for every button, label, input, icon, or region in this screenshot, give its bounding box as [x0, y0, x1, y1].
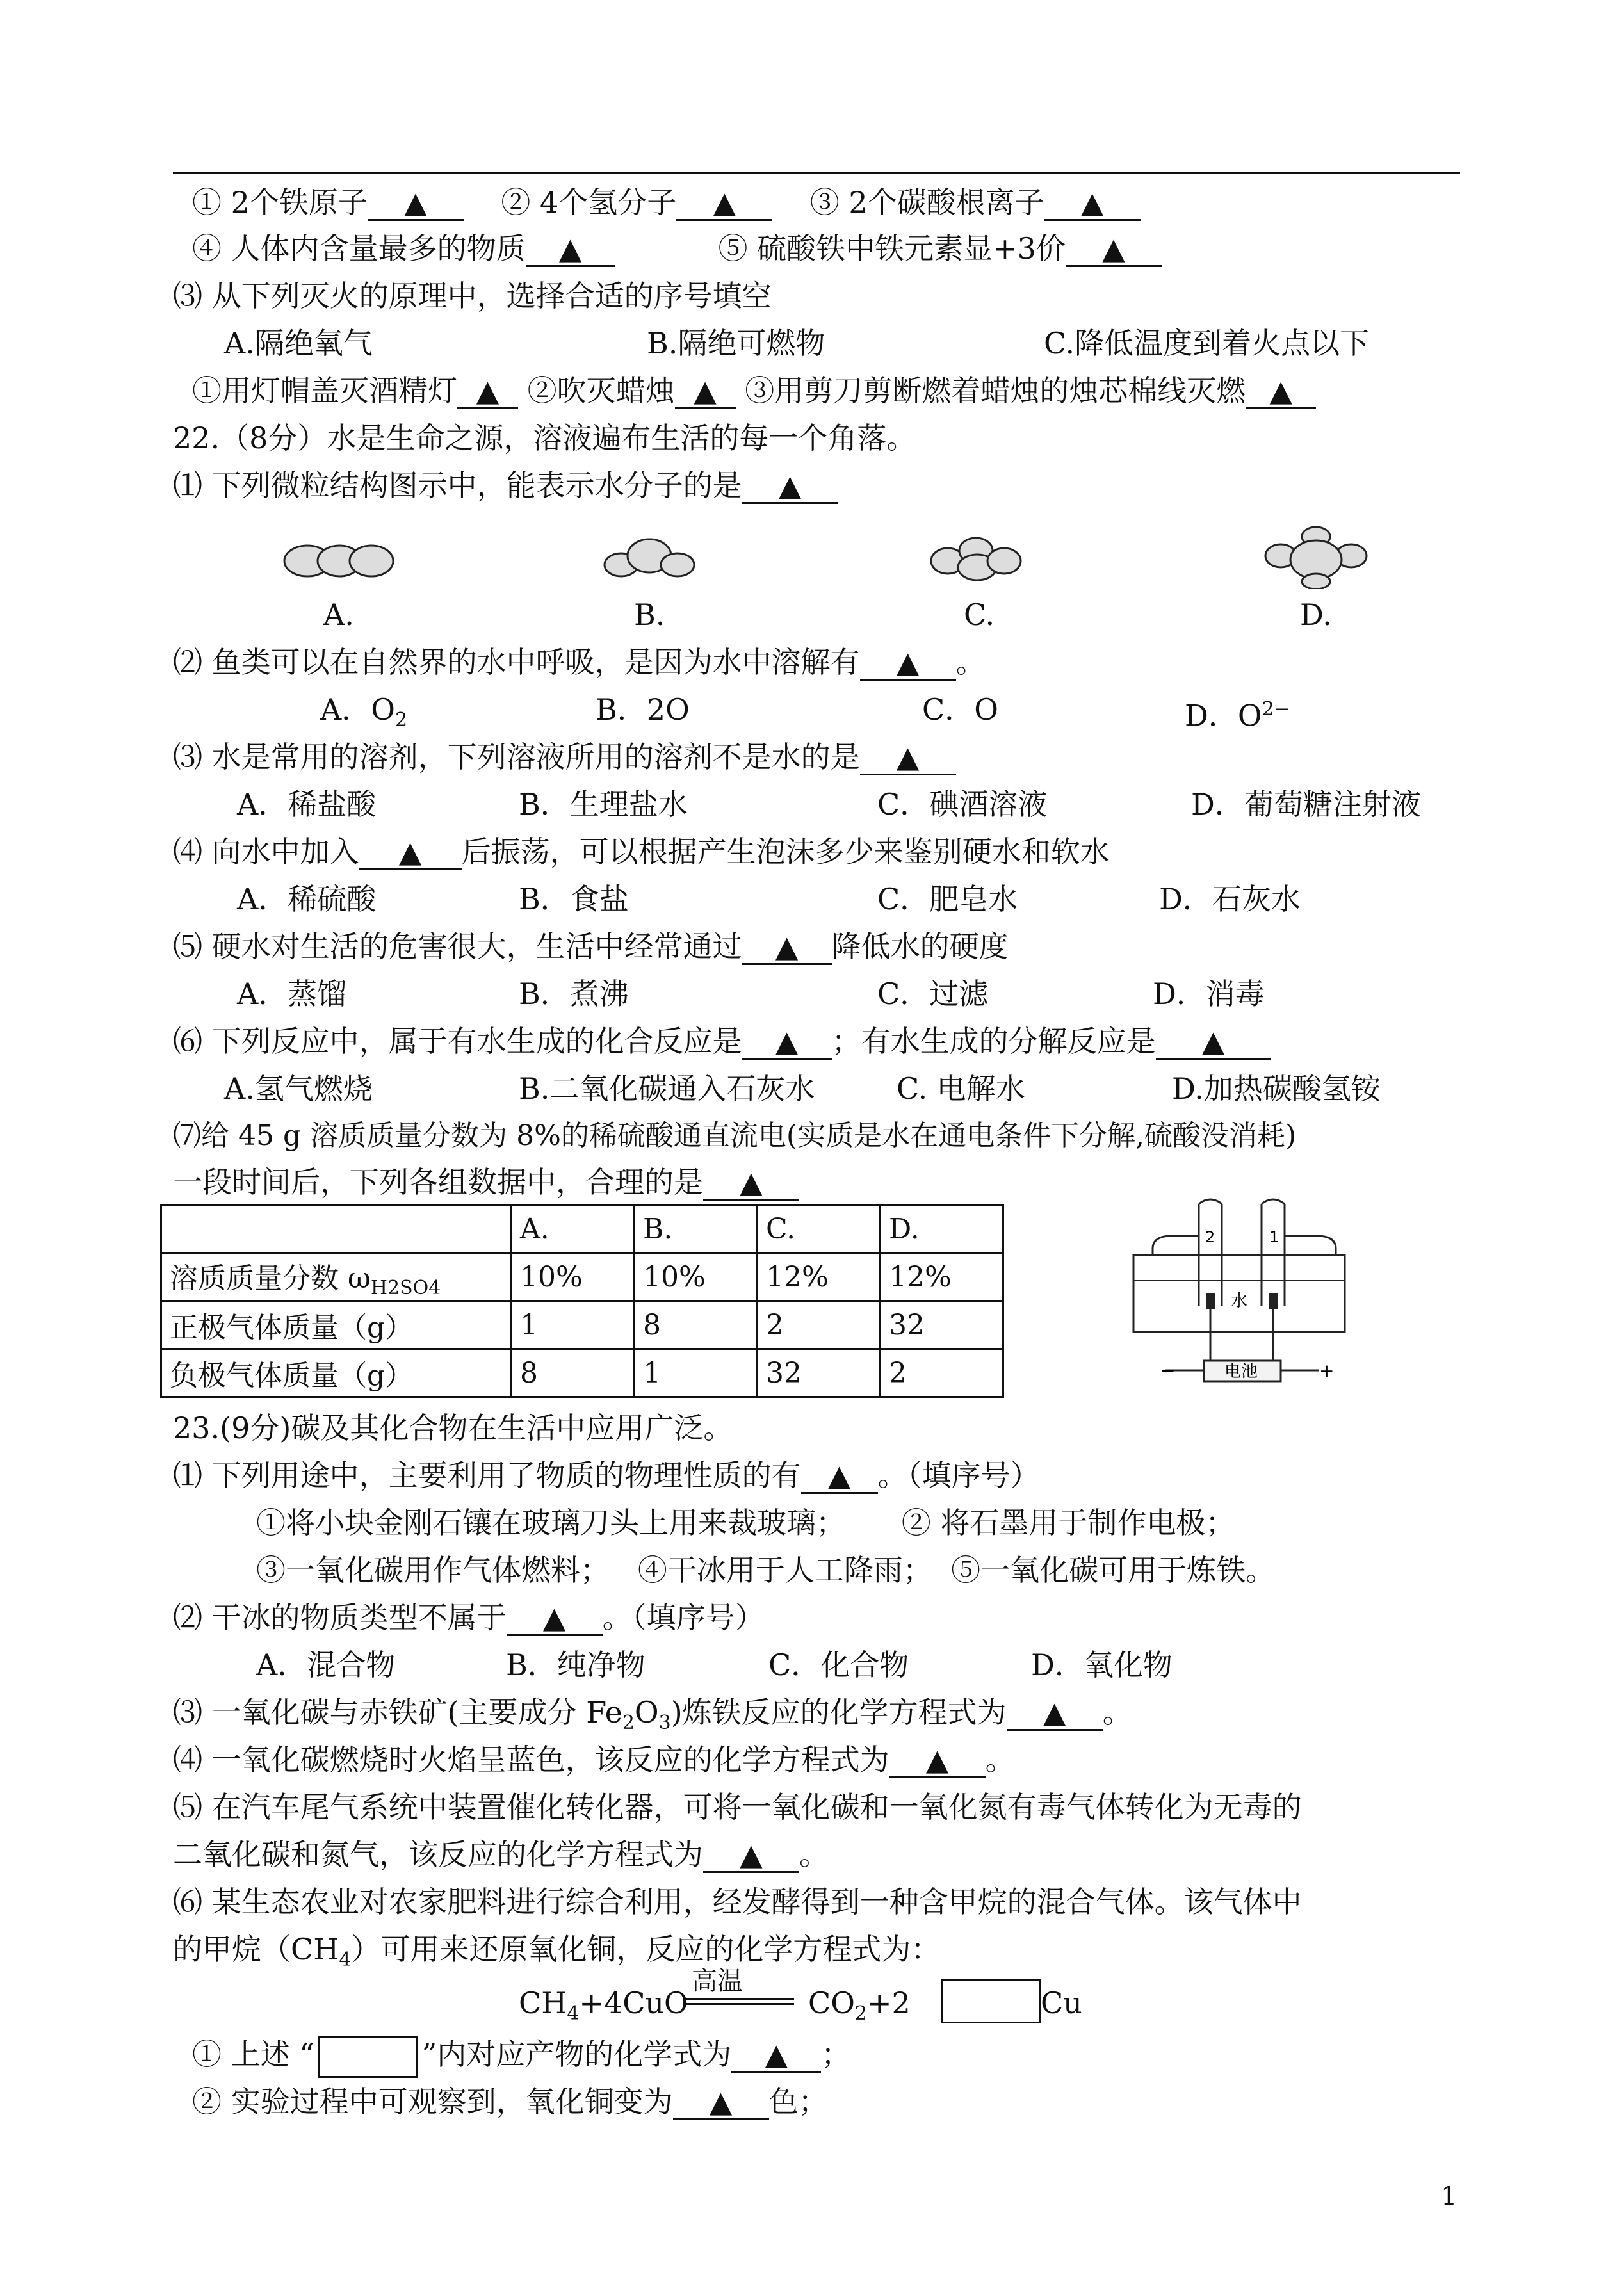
table-row — [161, 1301, 1003, 1349]
q23-p1: ⑴ 下列用途中，主要利用了物质的物理性质的有 ▲ 。（填序号） — [173, 1458, 1040, 1493]
answer-blank[interactable]: ▲ — [457, 374, 518, 409]
table-cell: 2 — [881, 1349, 1003, 1397]
answer-blank[interactable]: ▲ — [1066, 232, 1162, 267]
table-row — [161, 1349, 1003, 1397]
answer-blank[interactable]: ▲ — [742, 930, 832, 965]
answer-blank[interactable]: ▲ — [1156, 1025, 1271, 1060]
chemical-equation: $CH_4+4CuO$ — [519, 1986, 688, 2025]
battery-plus: + — [1319, 1360, 1335, 1381]
q21-p3-opt-a: A.隔绝氧气 — [224, 326, 373, 361]
table-header-row — [161, 1205, 1003, 1253]
q22-p2-opt-c: C．O — [922, 692, 998, 727]
q22-p2-opt-d: D．$O^{2-}$ — [1185, 698, 1290, 733]
q22-p3-opt-a: A．稀盐酸 — [237, 787, 377, 822]
answer-blank[interactable]: ▲ — [889, 1743, 986, 1778]
answer-blank[interactable]: ▲ — [703, 1165, 799, 1201]
q23-p1-items-2: ③一氧化碳用作气体燃料； ④干冰用于人工降雨； ⑤一氧化碳可用于炼铁。 — [256, 1553, 1276, 1587]
table-cell: 10% — [635, 1253, 758, 1301]
q22-p1: ⑴ 下列微粒结构图示中，能表示水分子的是 ▲ — [173, 466, 838, 505]
answer-blank[interactable]: ▲ — [1246, 374, 1316, 409]
table-cell: 1 — [635, 1349, 758, 1397]
tube-label: 2 — [1205, 1228, 1215, 1246]
q21-line1: ① 2个铁原子 ▲ ② 4个氢分子 ▲ ③ 2个碳酸根离子 ▲ — [192, 183, 1141, 222]
q23-p6-item2: ② 实验过程中可观察到，氧化铜变为 ▲ 色； — [192, 2084, 828, 2119]
q23-p3: ⑶ 一氧化碳与赤铁矿(主要成分 $Fe_2O_3$)炼铁反应的化学方程式为 ▲ 。 — [173, 1695, 1132, 1735]
answer-blank[interactable]: ▲ — [507, 1601, 603, 1636]
table-cell: A. — [512, 1205, 635, 1253]
table-row — [161, 1253, 1003, 1301]
q22-p6: ⑹ 下列反应中，属于有水生成的化合反应是 ▲ ；有水生成的分解反应是 ▲ — [173, 1022, 1271, 1060]
q22-p3-opt-b: B．生理盐水 — [519, 787, 688, 822]
table-cell: 12% — [881, 1253, 1003, 1301]
q22-p7-line1: ⑺给 45 g 溶质质量分数为 8%的稀硫酸通直流电(实质是水在通电条件下分解,硫酸没消耗) — [173, 1119, 1297, 1152]
q22-p6-opt-d: D.加热碳酸氢铵 — [1172, 1071, 1381, 1106]
answer-blank[interactable]: ▲ — [676, 186, 772, 221]
q22-p4-opt-a: A．稀硫酸 — [237, 882, 377, 916]
table-cell: C. — [758, 1205, 881, 1253]
answer-blank[interactable]: ▲ — [860, 740, 956, 775]
q22-p3-opt-d: D．葡萄糖注射液 — [1191, 787, 1421, 822]
q23-p6-line1: ⑹ 某生态农业对农家肥料进行综合利用，经发酵得到一种含甲烷的混合气体。该气体中 — [173, 1885, 1302, 1919]
molecule-a-icon — [282, 538, 397, 583]
answer-blank[interactable]: ▲ — [742, 469, 838, 504]
q22-p6-opt-a: A.氢气燃烧 — [224, 1071, 373, 1106]
answer-blank[interactable]: ▲ — [860, 645, 956, 681]
answer-blank[interactable]: ▲ — [526, 232, 615, 267]
q23-p4: ⑷ 一氧化碳燃烧时火焰呈蓝色，该反应的化学方程式为 ▲ 。 — [173, 1742, 1015, 1777]
molecule-d-icon — [1262, 525, 1370, 589]
molecule-label-a: A. — [323, 597, 354, 632]
q21-p3-opt-c: C.降低温度到着火点以下 — [1044, 326, 1370, 361]
answer-blank[interactable]: ▲ — [675, 374, 736, 409]
q22-p4-opt-d: D．石灰水 — [1159, 882, 1301, 916]
answer-blank[interactable]: ▲ — [731, 2038, 821, 2073]
answer-blank[interactable]: ▲ — [742, 1025, 832, 1060]
table-cell: 8 — [635, 1301, 758, 1349]
q22-title: 22.（8分）水是生命之源，溶液遍布生活的每一个角落。 — [173, 421, 916, 455]
table-cell: 2 — [758, 1301, 881, 1349]
q23-p2-opt-b: B．纯净物 — [506, 1648, 646, 1682]
q22-p4: ⑷ 向水中加入 ▲ 后振荡，可以根据产生泡沫多少来鉴别硬水和软水 — [173, 834, 1110, 869]
answer-blank[interactable]: ▲ — [359, 835, 462, 870]
answer-blank[interactable]: ▲ — [368, 186, 464, 221]
table-cell: 12% — [758, 1253, 881, 1301]
battery-minus: − — [1160, 1360, 1176, 1381]
q21-p3: ⑶ 从下列灭火的原理中，选择合适的序号填空 — [173, 279, 772, 313]
electrolysis-data-table — [160, 1204, 1004, 1398]
table-row-label: 正极气体质量（g） — [161, 1301, 512, 1349]
molecule-label-c: C. — [964, 597, 995, 632]
q23-p1-items-1: ①将小块金刚石镶在玻璃刀头上用来裁玻璃； ② 将石墨用于制作电极； — [256, 1505, 1235, 1540]
q21-line2: ④ 人体内含量最多的物质 ▲ ⑤ 硫酸铁中铁元素显+3价 ▲ — [192, 229, 1162, 268]
q22-p7-line2: 一段时间后，下列各组数据中，合理的是 ▲ — [173, 1163, 799, 1201]
table-row-label: 溶质质量分数 $\omega_{H2SO4}$ — [161, 1253, 512, 1301]
answer-blank[interactable]: ▲ — [1044, 186, 1141, 221]
q23-p2-opt-c: C．化合物 — [768, 1648, 909, 1682]
answer-blank[interactable]: ▲ — [1007, 1696, 1103, 1731]
q22-p5-opt-c: C．过滤 — [877, 977, 989, 1011]
table-cell: 8 — [512, 1349, 635, 1397]
table-cell: D. — [881, 1205, 1003, 1253]
q22-p3: ⑶ 水是常用的溶剂，下列溶液所用的溶剂不是水的是 ▲ — [173, 738, 956, 776]
answer-blank[interactable]: ▲ — [801, 1459, 878, 1494]
q23-p5-line2: 二氧化碳和氮气，该反应的化学方程式为 ▲ 。 — [173, 1837, 829, 1872]
q23-p6-item1: ① 上述 “ ”内对应产物的化学式为 ▲ ； — [192, 2035, 850, 2078]
reaction-condition: 高温 — [692, 1967, 743, 1996]
q22-p2: ⑵ 鱼类可以在自然界的水中呼吸，是因为水中溶解有 ▲ 。 — [173, 645, 986, 679]
answer-blank[interactable]: ▲ — [673, 2085, 769, 2120]
header-rule — [173, 172, 1460, 174]
q23-p2: ⑵ 干冰的物质类型不属于 ▲ 。（填序号） — [173, 1600, 765, 1635]
q23-p2-opt-a: A．混合物 — [256, 1648, 396, 1682]
molecule-label-d: D. — [1300, 597, 1332, 632]
equals-line — [685, 2003, 794, 2005]
tube-label: 1 — [1269, 1228, 1279, 1246]
answer-box — [318, 2036, 418, 2078]
table-cell: 10% — [512, 1253, 635, 1301]
answer-blank[interactable]: ▲ — [703, 1838, 799, 1873]
q21-p3-opt-b: B.隔绝可燃物 — [647, 326, 825, 361]
q23-title: 23.(9分)碳及其化合物在生活中应用广泛。 — [173, 1411, 733, 1445]
water-label: 水 — [1231, 1292, 1248, 1311]
equation-products: $CO_2+2$ — [808, 1986, 911, 2025]
page-number: 1 — [1441, 2182, 1458, 2211]
q22-p2-opt-b: B．2O — [596, 692, 690, 727]
equation-product-cu: Cu — [1041, 1986, 1082, 2020]
answer-box[interactable] — [941, 1979, 1041, 2023]
molecule-label-b: B. — [634, 597, 665, 632]
q22-p2-opt-a: A．$O_2$ — [320, 692, 408, 732]
q22-p3-opt-c: C．碘酒溶液 — [877, 787, 1048, 822]
q23-p5-line1: ⑸ 在汽车尾气系统中装置催化转化器，可将一氧化碳和一氧化氮有毒气体转化为无毒的 — [173, 1790, 1302, 1824]
table-cell: 32 — [758, 1349, 881, 1397]
q22-p5: ⑸ 硬水对生活的危害很大，生活中经常通过 ▲ 降低水的硬度 — [173, 929, 1009, 964]
table-row-label: 负极气体质量（g） — [161, 1349, 512, 1397]
q21-p3-items: ①用灯帽盖灭酒精灯 ▲ ②吹灭蜡烛 ▲ ③用剪刀剪断燃着蜡烛的烛芯棉线灭燃 ▲ — [192, 371, 1316, 410]
q22-p5-opt-d: D．消毒 — [1153, 977, 1265, 1011]
molecule-b-icon — [602, 531, 698, 583]
table-cell: 32 — [881, 1301, 1003, 1349]
q23-p6-line2: 的甲烷$(CH_4)$可用来还原氧化铜，反应的化学方程式为： — [173, 1932, 941, 1972]
table-cell: B. — [635, 1205, 758, 1253]
q22-p6-opt-b: B.二氧化碳通入石灰水 — [519, 1071, 815, 1106]
molecule-c-icon — [929, 531, 1025, 583]
q22-p4-opt-b: B．食盐 — [519, 882, 629, 916]
q22-p5-opt-b: B．煮沸 — [519, 977, 629, 1011]
battery-label: 电池 — [1224, 1362, 1258, 1381]
q22-p6-opt-c: C. 电解水 — [897, 1071, 1025, 1106]
q22-p4-opt-c: C．肥皂水 — [877, 882, 1018, 916]
table-cell: 1 — [512, 1301, 635, 1349]
q22-p5-opt-a: A．蒸馏 — [237, 977, 347, 1011]
equals-line — [685, 1998, 794, 2000]
q23-p2-opt-d: D．氧化物 — [1031, 1648, 1173, 1682]
table-cell — [161, 1205, 512, 1253]
electrolysis-apparatus-diagram — [1127, 1197, 1358, 1390]
